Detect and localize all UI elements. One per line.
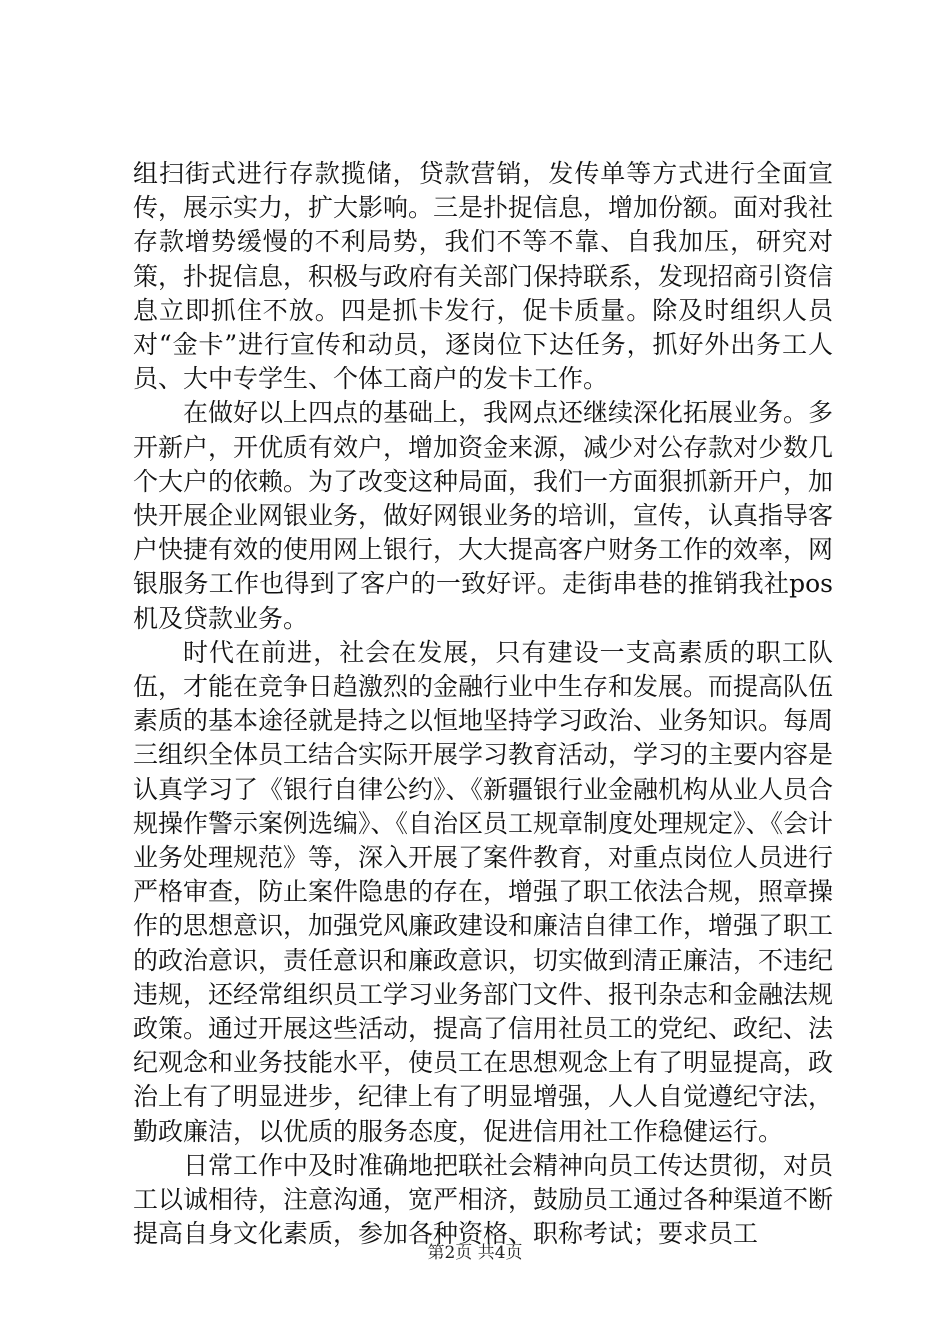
page-number-footer: 第2页 共4页	[427, 1243, 523, 1263]
paragraph-business-expansion: 在做好以上四点的基础上，我网点还继续深化拓展业务。多开新户，开优质有效户，增加资金来源，减少对公存款对少数几个大户的依赖。为了改变这种局面，我们一方面狠抓新开户，加快开展企业网银业务，做好网银业务的培训，宣传，认真指导客户快捷有效的使用网上银行，大大提高客户财务工作的效率，网银服务工作也得到了客户的一致好评。走街串巷的推销我社pos机及贷款业务。	[133, 398, 834, 633]
paragraph-staff-training: 时代在前进，社会在发展，只有建设一支高素质的职工队伍，才能在竞争日趋激烈的金融行业中生存和发展。而提高队伍素质的基本途径就是持之以恒地坚持学习政治、业务知识。每周三组织全体员工结合实际开展学习教育活动，学习的主要内容是认真学习了《银行自律公约》、《新疆银行业金融机构从业人员合规操作警示案例选编》、《自治区员工规章制度处理规定》、《会计业务处理规范》等，深入开展了案件教育，对重点岗位人员进行严格审查，防止案件隐患的存在，增强了职工依法合规，照章操作的思想意识，加强党风廉政建设和廉洁自律工作，增强了职工的政治意识，责任意识和廉政意识，切实做到清正廉洁，不违纪违规，还经常组织员工学习业务部门文件、报刊杂志和金融法规政策。通过开展这些活动，提高了信用社员工的党纪、政纪、法纪观念和业务技能水平，使员工在思想观念上有了明显提高，政治上有了明显进步，纪律上有了明显增强，人人自觉遵纪守法，勤政廉洁，以优质的服务态度，促进信用社工作稳健运行。	[133, 637, 834, 1146]
document-body	[133, 157, 833, 1252]
paragraph-daily-work: 日常工作中及时准确地把联社会精神向员工传达贯彻，对员工以诚相待，注意沟通，宽严相济，鼓励员工通过各种渠道不断提高自身文化素质，参加各种资格、职称考试；要求员工	[133, 1150, 834, 1249]
paragraph-continuation: 组扫街式进行存款揽储，贷款营销，发传单等方式进行全面宣传，展示实力，扩大影响。三是扑捉信息，增加份额。面对我社存款增势缓慢的不利局势，我们不等不靠、自我加压，研究对策，扑捉信息，积极与政府有关部门保持联系，发现招商引资信息立即抓住不放。四是抓卡发行，促卡质量。除及时组织人员对“金卡”进行宣传和动员，逐岗位下达任务，抓好外出务工人员、大中专学生、个体工商户的发卡工作。	[133, 159, 834, 394]
